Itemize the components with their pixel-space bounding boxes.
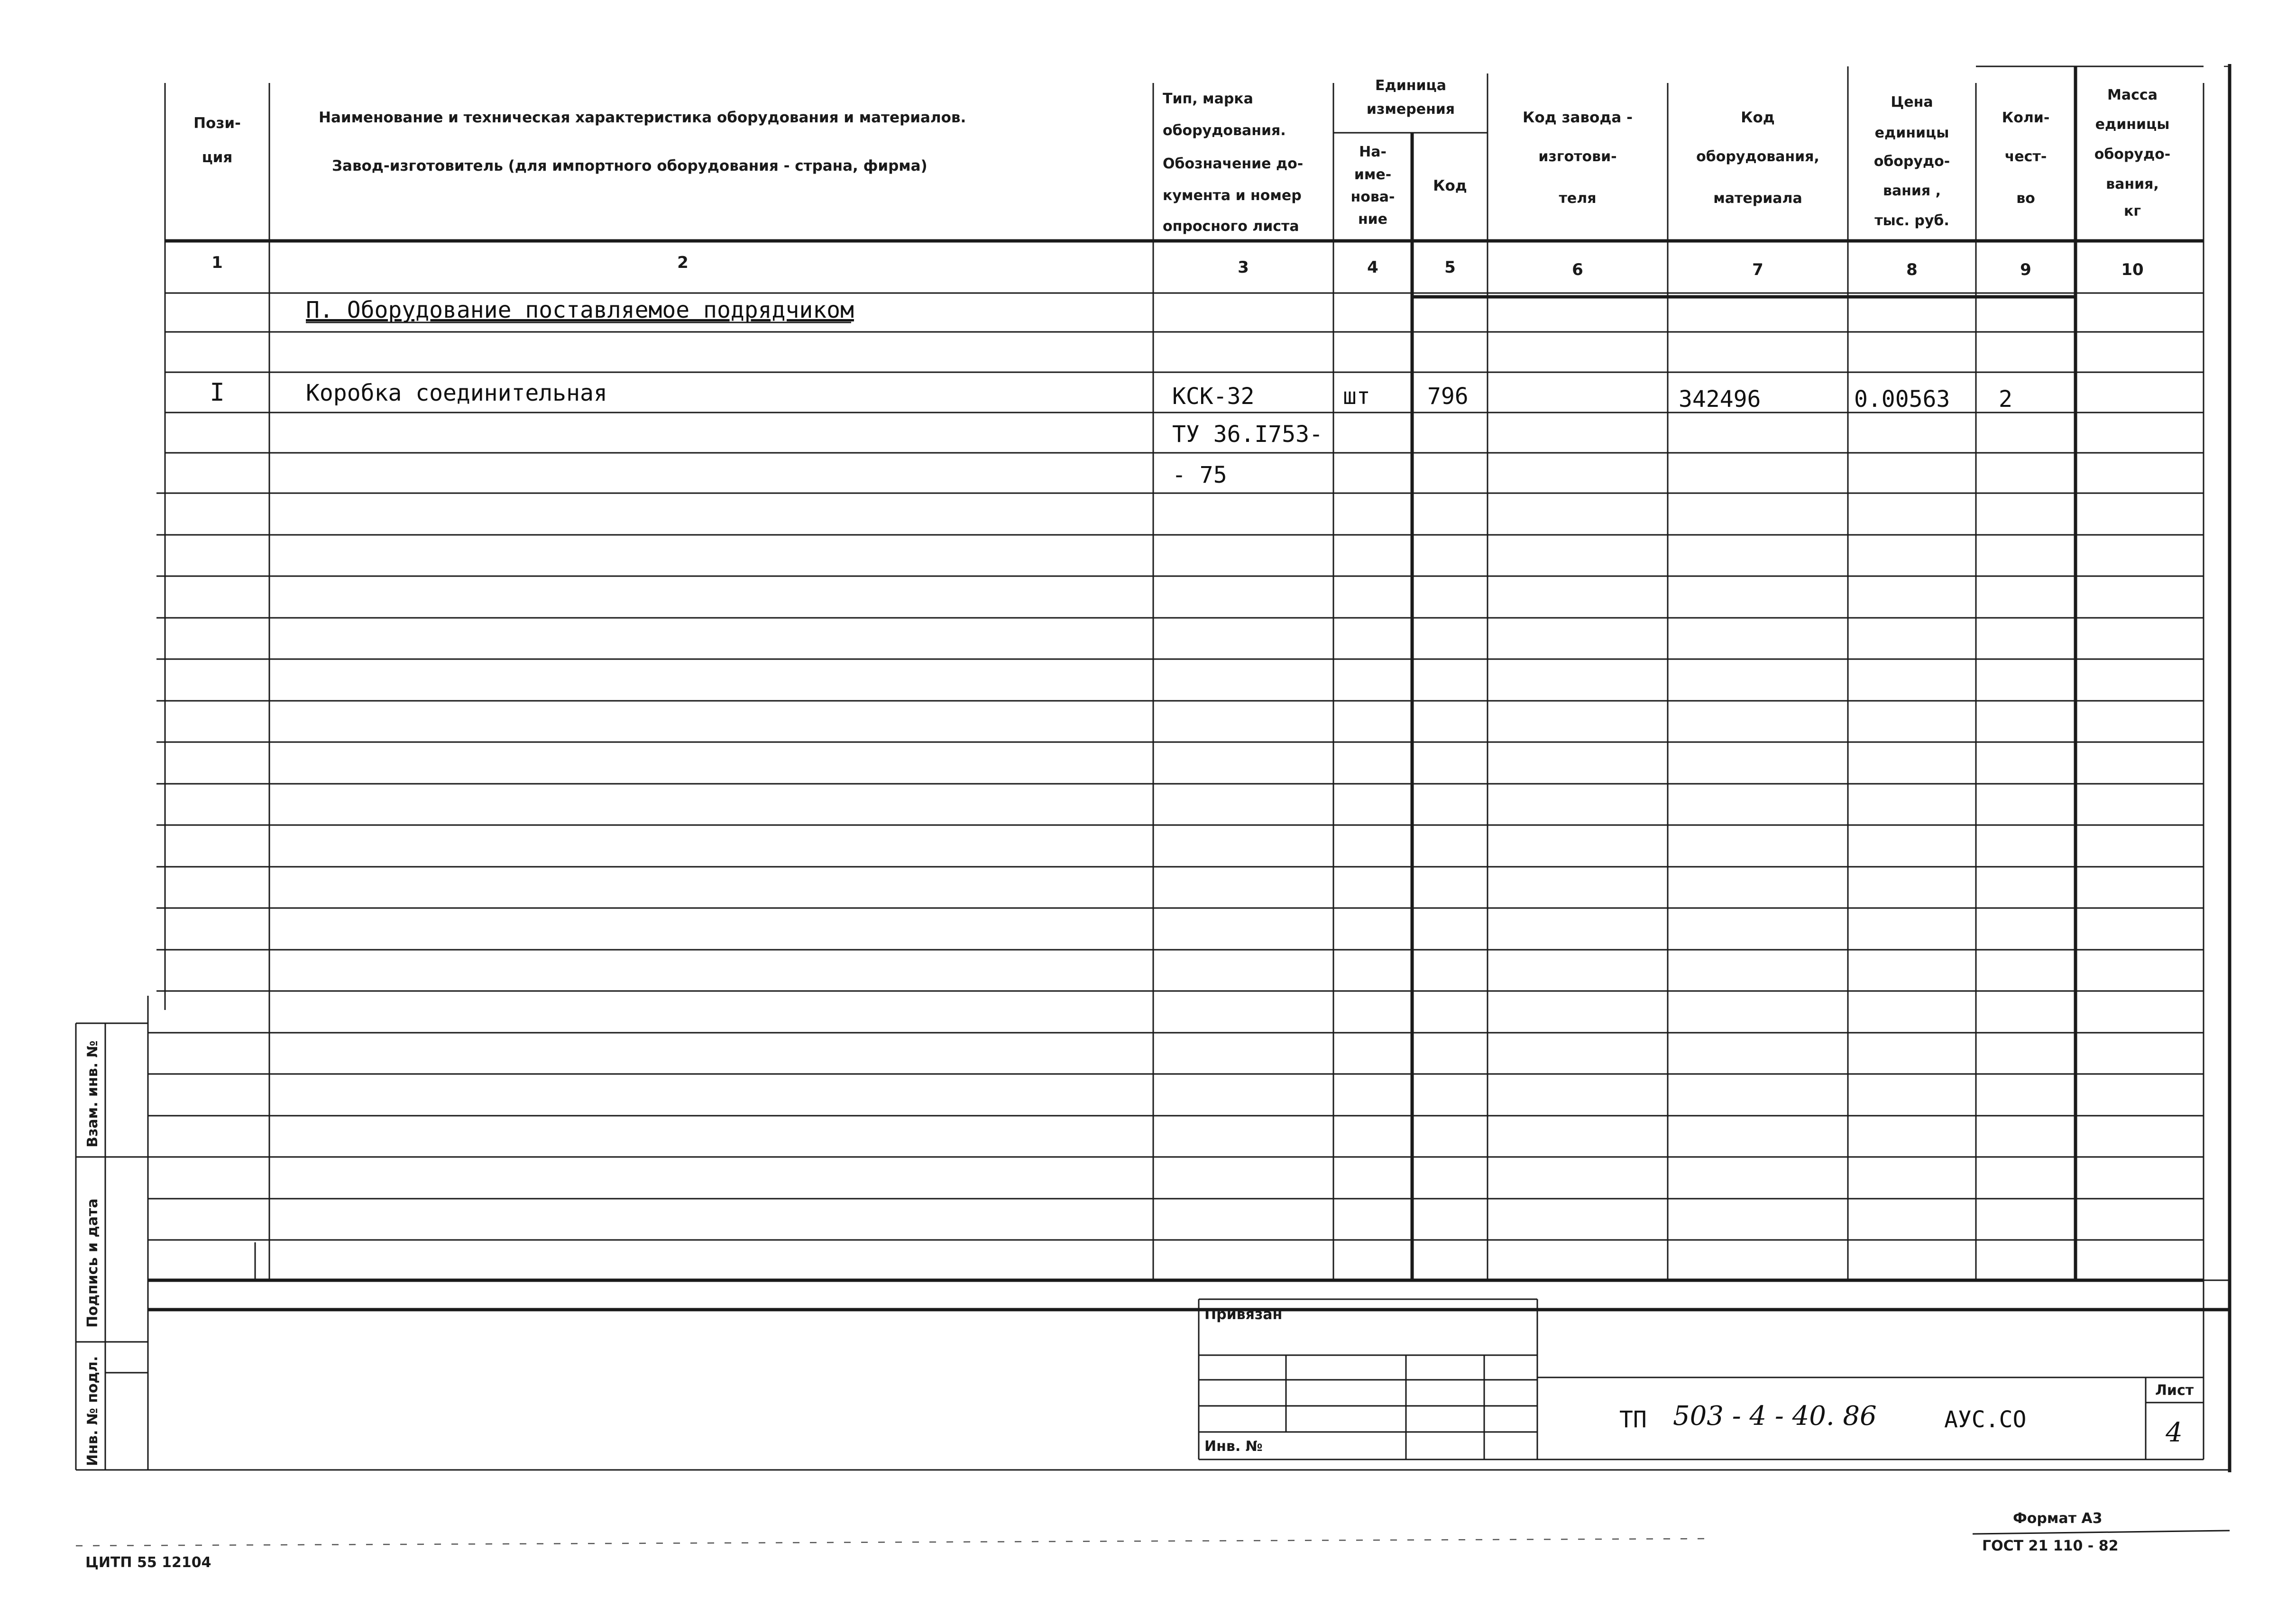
header-unit-group: измерения [1366, 101, 1455, 118]
table-row [210, 378, 2012, 488]
header-quantity: чест- [2004, 148, 2047, 165]
cell-type: - 75 [1172, 462, 1227, 488]
column-numbers [211, 253, 2144, 279]
cell-position: I [210, 378, 225, 407]
side-stamp [76, 1023, 148, 1470]
header-unit-name: нова- [1350, 189, 1395, 205]
header-manufacturer: Завод-изготовитель (для импортного оборудования - страна, фирма) [332, 157, 928, 174]
header-type: опросного листа [1163, 218, 1299, 235]
header-mass: единицы [2095, 116, 2170, 133]
stamp-attached-label: Привязан [1204, 1306, 1283, 1323]
header-price: оборудо- [1874, 153, 1950, 170]
header-type: кумента и номер [1163, 187, 1302, 204]
column-number: 6 [1572, 260, 1583, 279]
column-number: 1 [211, 253, 223, 272]
header-unit-code: Код [1433, 177, 1467, 194]
header-type: оборудования. [1163, 122, 1286, 139]
cell-unit-code: 796 [1427, 383, 1469, 410]
cell-quantity: 2 [1999, 386, 2012, 413]
stamp-document-code: АУС.СО [1944, 1406, 2027, 1433]
header-price: вания , [1883, 183, 1941, 199]
side-label-replacement-inventory: Взам. инв. № [84, 1040, 101, 1147]
header-price: тыс. руб. [1874, 212, 1949, 229]
table-grid [148, 66, 2230, 1280]
cell-equipment-code: 342496 [1679, 386, 1761, 413]
header-equipment-code: материала [1713, 190, 1802, 207]
side-label-original-inventory: Инв. № подл. [84, 1356, 101, 1466]
header-factory-code: теля [1559, 190, 1597, 207]
stamp-project-number: 503 - 4 - 40. 86 [1673, 1401, 1877, 1431]
footer-catalog: ЦИТП 55 12104 [85, 1554, 211, 1571]
column-number: 3 [1238, 258, 1249, 277]
header-mass: Масса [2107, 87, 2158, 103]
header-unit-name: На- [1359, 144, 1387, 160]
column-number: 7 [1752, 260, 1763, 279]
header-type: Тип, марка [1163, 91, 1253, 107]
header-name: Наименование и техническая характеристика оборудования и материалов. [319, 109, 966, 126]
cell-name: Коробка соединительная [306, 380, 607, 406]
stamp-sheet-label: Лист [2155, 1382, 2194, 1399]
header-equipment-code: оборудования, [1696, 148, 1819, 165]
footer-format: Формат А3 [2013, 1510, 2103, 1527]
header-unit-group: Единица [1375, 77, 1446, 94]
header-price: единицы [1874, 125, 1949, 141]
header-quantity: во [2016, 190, 2035, 207]
section-title: П. Оборудование поставляемое подрядчиком [306, 297, 854, 323]
header-unit-name: ние [1358, 211, 1388, 228]
header-factory-code: Код завода - [1523, 109, 1633, 126]
header-unit-name: име- [1354, 166, 1392, 183]
cell-unit-name: шт [1343, 383, 1370, 410]
stamp-sheet-number: 4 [2166, 1417, 2183, 1448]
column-number: 5 [1444, 258, 1456, 277]
cell-type: КСК-32 [1172, 383, 1255, 410]
header-type: Обозначение до- [1163, 156, 1304, 172]
table-header [193, 77, 2170, 235]
header-quantity: Коли- [2002, 110, 2050, 126]
footer [76, 1510, 2230, 1571]
title-block [1199, 1280, 2204, 1459]
column-number: 10 [2121, 260, 2144, 279]
header-equipment-code: Код [1741, 109, 1775, 126]
side-label-signature-date: Подпись и дата [84, 1198, 101, 1328]
header-mass: кг [2123, 203, 2141, 220]
header-factory-code: изготови- [1538, 148, 1617, 165]
stamp-tp-prefix: ТП [1619, 1406, 1647, 1433]
cell-type: ТУ 36.I753- [1172, 421, 1323, 448]
header-mass: оборудо- [2094, 146, 2171, 163]
footer-gost: ГОСТ 21 110 - 82 [1982, 1538, 2119, 1554]
header-position: Пози- [193, 115, 241, 132]
column-number: 2 [677, 253, 689, 272]
column-number: 9 [2020, 260, 2031, 279]
header-price: Цена [1891, 94, 1933, 110]
column-number: 4 [1367, 258, 1378, 277]
column-number: 8 [1906, 260, 1918, 279]
cell-price: 0.00563 [1854, 386, 1950, 413]
header-position: ция [202, 149, 233, 166]
header-mass: вания, [2106, 176, 2159, 193]
stamp-inventory-label: Инв. № [1204, 1438, 1263, 1455]
